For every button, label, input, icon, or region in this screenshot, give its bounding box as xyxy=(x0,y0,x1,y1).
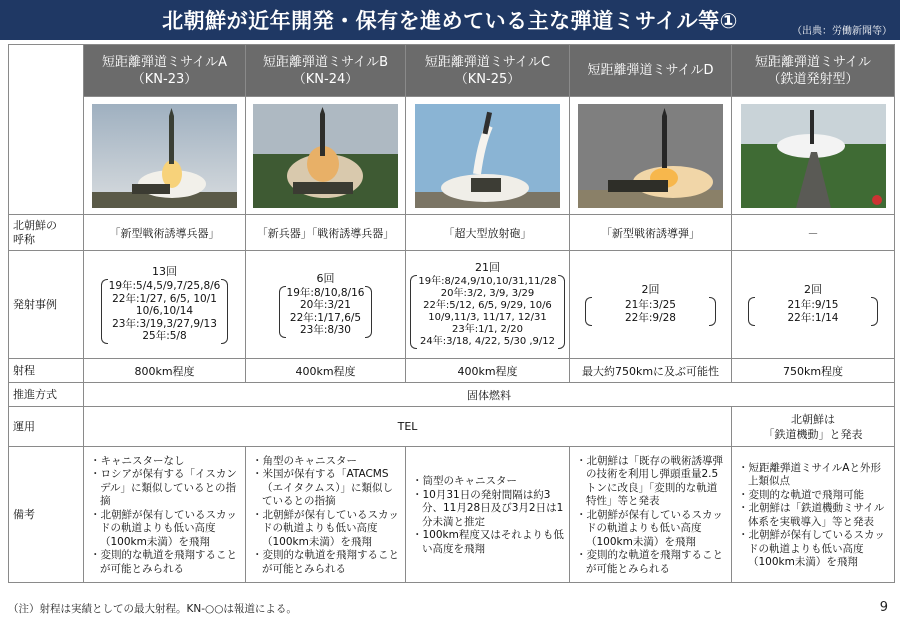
missile-photo-e xyxy=(741,104,886,208)
row-label-launch: 発射事例 xyxy=(9,251,84,359)
launch-cell-b xyxy=(246,251,406,359)
launch-dates: 21年:3/25 22年:9/28 xyxy=(585,297,716,326)
launch-count: 2回 xyxy=(641,283,660,296)
photo-row xyxy=(9,97,895,215)
launch-count: 2回 xyxy=(804,283,822,296)
name-c: 「超大型放射砲」 xyxy=(406,215,570,251)
missile-table xyxy=(8,44,895,583)
row-label-operation: 運用 xyxy=(9,407,84,447)
launch-dates: 19年:8/10,8/16 20年:3/21 22年:1/17,6/5 23年:8/30 xyxy=(279,286,373,338)
notes-a: ・ キャニスターなし ・ ロシアが保有する「イスカンデル」に類似しているとの指摘 ・ 北朝鮮が保有しているスカッドの軌道よりも低い高度（100km未満）を飛翔 ・ 変則的な軌道を飛翔することが可能とみられる xyxy=(84,447,246,583)
row-label-name: 北朝鮮の 呼称 xyxy=(9,215,84,251)
column-header-e: 短距離弾道ミサイル （鉄道発射型） xyxy=(732,45,895,97)
launch-cell-e xyxy=(732,251,895,359)
launch-dates: 19年:8/24,9/10,10/31,11/28 20年:3/2, 3/9, 3/29 22年:5/12, 6/5, 9/29, 10/6 10/9,11/3, 11/17, 12/31 23年:1/1, 2/20 24年:3/18, 4/22, 5/30 ,9/12 xyxy=(410,275,564,349)
notes-c: ・ 筒型のキャニスター ・ 10月31日の発射間隔は約3分、11月28日及び3月2日は1分未満と推定 ・ 100km程度又はそれよりも低い高度を飛翔 xyxy=(406,447,570,583)
name-b: 「新兵器」「戦術誘導兵器」 xyxy=(246,215,406,251)
photo-cell-c xyxy=(406,97,570,215)
photo-cell-a xyxy=(84,97,246,215)
header-row xyxy=(9,45,895,97)
launch-count: 21回 xyxy=(475,260,500,274)
row-label-notes: 備考 xyxy=(9,447,84,583)
notes-e: ・ 短距離弾道ミサイルAと外形上類似点 ・ 変則的な軌道で飛翔可能 ・ 北朝鮮は「鉄道機動ミサイル体系を実戦導入」等と発表 ・ 北朝鮮が保有しているスカッドの軌道よりも低い高度（100km未満）を飛翔 xyxy=(732,447,895,583)
notes-d: ・ 北朝鮮は「既存の戦術誘導弾の技術を利用し弾頭重量2.5トンに改良」「変則的な軌道特性」等と発表 ・ 北朝鮮が保有しているスカッドの軌道よりも低い高度（100km未満）を飛翔 ・ 変則的な軌道を飛翔することが可能とみられる xyxy=(570,447,732,583)
launch-cell-d xyxy=(570,251,732,359)
column-header-d: 短距離弾道ミサイルD xyxy=(570,45,732,97)
missile-photo-c xyxy=(415,104,560,208)
launch-cell-c xyxy=(406,251,570,359)
launch-dates: 21年:9/15 22年:1/14 xyxy=(748,297,879,326)
missile-photo-a xyxy=(92,104,237,208)
propulsion-row xyxy=(9,383,895,407)
footnote: （注）射程は実績としての最大射程。KN-○○は報道による。 xyxy=(8,603,297,615)
range-a: 800km程度 xyxy=(84,359,246,383)
column-header-b: 短距離弾道ミサイルB （KN-24） xyxy=(246,45,406,97)
range-row xyxy=(9,359,895,383)
launch-cell-a xyxy=(84,251,246,359)
source-note: （出典：労働新聞等） xyxy=(792,26,892,37)
name-e: － xyxy=(732,215,895,251)
name-d: 「新型戦術誘導弾」 xyxy=(570,215,732,251)
row-label-propulsion: 推進方式 xyxy=(9,383,84,407)
missile-photo-b xyxy=(253,104,398,208)
photo-cell-b xyxy=(246,97,406,215)
page-title: 北朝鮮が近年開発・保有を進めている主な弾道ミサイル等① xyxy=(162,9,738,33)
notes-b: ・ 角型のキャニスター ・ 米国が保有する「ATACMS（エイタクムス）」に類似しているとの指摘 ・ 北朝鮮が保有しているスカッドの軌道よりも低い高度（100km未満）を飛翔 ・ 変則的な軌道を飛翔することが可能とみられる xyxy=(246,447,406,583)
launch-dates: 19年:5/4,5/9,7/25,8/6 22年:1/27, 6/5, 10/1 10/6,10/14 23年:3/19,3/27,9/13 25年:5/8 xyxy=(101,279,229,344)
range-b: 400km程度 xyxy=(246,359,406,383)
range-c: 400km程度 xyxy=(406,359,570,383)
operation-rail: 北朝鮮は 「鉄道機動」と発表 xyxy=(732,407,895,447)
column-header-c: 短距離弾道ミサイルC （KN-25） xyxy=(406,45,570,97)
launch-count: 13回 xyxy=(152,265,177,279)
name-a: 「新型戦術誘導兵器」 xyxy=(84,215,246,251)
name-row xyxy=(9,215,895,251)
page-number: 9 xyxy=(879,600,888,615)
propulsion-value: 固体燃料 xyxy=(84,383,895,407)
missile-photo-d xyxy=(578,104,723,208)
launch-count: 6回 xyxy=(316,271,335,285)
corner-cell xyxy=(9,45,84,215)
photo-cell-d xyxy=(570,97,732,215)
row-label-range: 射程 xyxy=(9,359,84,383)
range-d: 最大約750kmに及ぶ可能性 xyxy=(570,359,732,383)
range-e: 750km程度 xyxy=(732,359,895,383)
launch-row xyxy=(9,251,895,359)
column-header-a: 短距離弾道ミサイルA （KN-23） xyxy=(84,45,246,97)
photo-cell-e xyxy=(732,97,895,215)
title-bar xyxy=(0,0,900,40)
notes-row xyxy=(9,447,895,583)
operation-row xyxy=(9,407,895,447)
operation-shared: TEL xyxy=(84,407,732,447)
